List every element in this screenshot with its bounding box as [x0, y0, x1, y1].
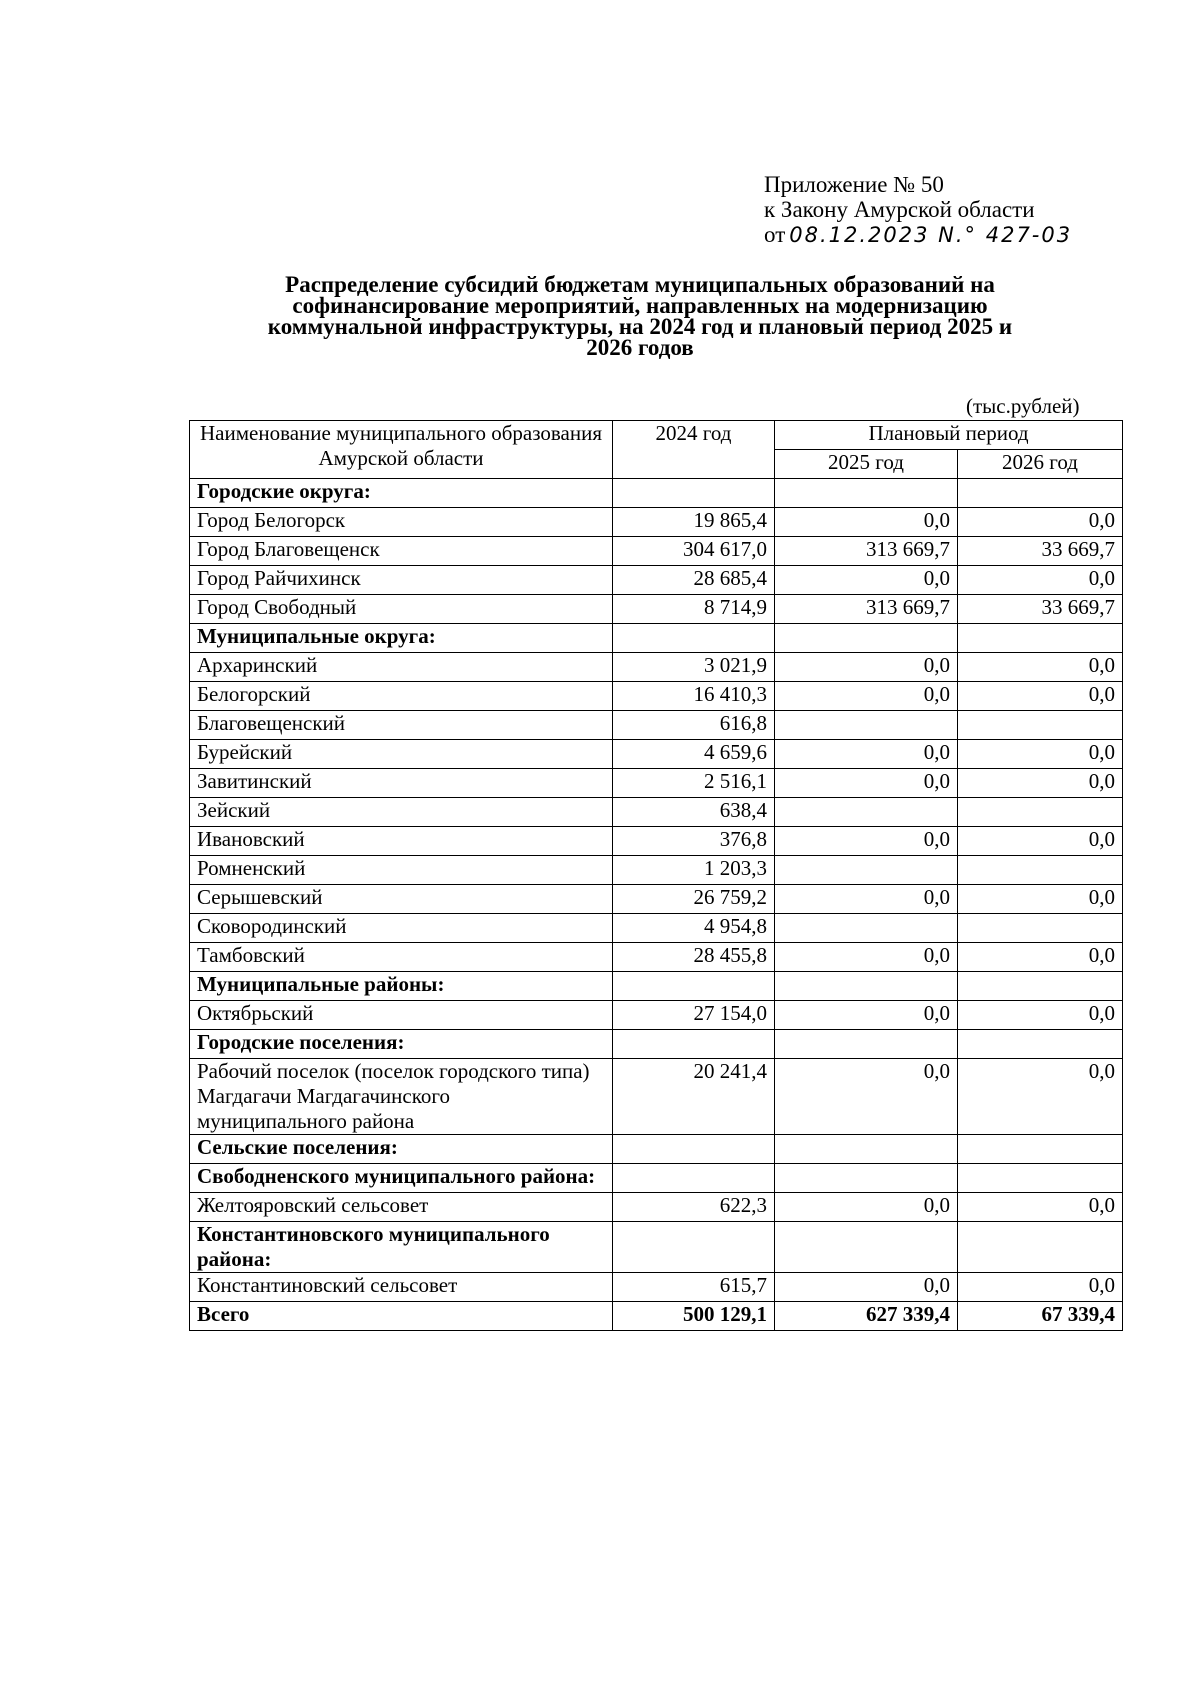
header-name: Наименование муниципального образования Амурской области — [190, 421, 613, 479]
value-2024: 27 154,0 — [613, 1001, 775, 1030]
table-row — [190, 1164, 1123, 1193]
value-2025: 0,0 — [775, 1059, 958, 1135]
value-2025 — [775, 479, 958, 508]
value-2026 — [958, 1135, 1123, 1164]
row-name: Ивановский — [190, 827, 613, 856]
value-2025 — [775, 972, 958, 1001]
value-2025: 627 339,4 — [775, 1302, 958, 1331]
document-title — [190, 274, 1090, 358]
value-2025: 0,0 — [775, 653, 958, 682]
appendix-title: Приложение № 50 — [764, 172, 944, 197]
value-2024: 8 714,9 — [613, 595, 775, 624]
value-2024: 304 617,0 — [613, 537, 775, 566]
row-name: Белогорский — [190, 682, 613, 711]
value-2024 — [613, 1164, 775, 1193]
value-2026: 0,0 — [958, 1001, 1123, 1030]
value-2025: 0,0 — [775, 827, 958, 856]
title-line: коммунальной инфраструктуры, на 2024 год и плановый период 2025 и — [267, 314, 1013, 339]
row-name: Желтояровский сельсовет — [190, 1193, 613, 1222]
row-name: Завитинский — [190, 769, 613, 798]
row-name: Сельские поселения: — [190, 1135, 613, 1164]
table-row — [190, 1222, 1123, 1273]
value-2025 — [775, 914, 958, 943]
value-2025 — [775, 1222, 958, 1273]
value-2025: 313 669,7 — [775, 537, 958, 566]
value-2026 — [958, 1030, 1123, 1059]
value-2025: 0,0 — [775, 1273, 958, 1302]
row-name: Рабочий поселок (поселок городского типа) Магдагачи Магдагачинского муниципального района — [190, 1059, 613, 1135]
value-2026 — [958, 914, 1123, 943]
header-planned-period: Плановый период — [775, 421, 1123, 450]
value-2026 — [958, 1164, 1123, 1193]
row-name: Город Райчихинск — [190, 566, 613, 595]
row-name: Константиновского муниципального района: — [190, 1222, 613, 1273]
value-2026: 33 669,7 — [958, 537, 1123, 566]
units-label: (тыс.рублей) — [966, 394, 1080, 418]
value-2026: 33 669,7 — [958, 595, 1123, 624]
value-2026 — [958, 856, 1123, 885]
table-row — [190, 943, 1123, 972]
row-name: Благовещенский — [190, 711, 613, 740]
table-row — [190, 537, 1123, 566]
value-2026: 0,0 — [958, 508, 1123, 537]
value-2024: 2 516,1 — [613, 769, 775, 798]
value-2024: 638,4 — [613, 798, 775, 827]
value-2024: 616,8 — [613, 711, 775, 740]
value-2026: 0,0 — [958, 740, 1123, 769]
appendix-block — [764, 172, 1072, 248]
value-2026: 67 339,4 — [958, 1302, 1123, 1331]
row-name: Серышевский — [190, 885, 613, 914]
title-line: Распределение субсидий бюджетам муниципальных образований на — [285, 272, 995, 297]
value-2025: 0,0 — [775, 740, 958, 769]
row-name: Архаринский — [190, 653, 613, 682]
value-2024 — [613, 1135, 775, 1164]
value-2024: 28 685,4 — [613, 566, 775, 595]
table-row — [190, 740, 1123, 769]
value-2024: 28 455,8 — [613, 943, 775, 972]
row-name: Город Благовещенск — [190, 537, 613, 566]
value-2024 — [613, 479, 775, 508]
table-row — [190, 653, 1123, 682]
value-2024: 20 241,4 — [613, 1059, 775, 1135]
value-2024: 16 410,3 — [613, 682, 775, 711]
table-row — [190, 972, 1123, 1001]
table-row — [190, 1030, 1123, 1059]
value-2026 — [958, 972, 1123, 1001]
table-row — [190, 595, 1123, 624]
table-row — [190, 769, 1123, 798]
value-2025 — [775, 711, 958, 740]
value-2025: 313 669,7 — [775, 595, 958, 624]
value-2026 — [958, 798, 1123, 827]
value-2024: 4 954,8 — [613, 914, 775, 943]
table-row — [190, 1302, 1123, 1331]
value-2025: 0,0 — [775, 885, 958, 914]
value-2025 — [775, 798, 958, 827]
row-name: Константиновский сельсовет — [190, 1273, 613, 1302]
value-2025: 0,0 — [775, 1193, 958, 1222]
value-2025 — [775, 1164, 958, 1193]
table-row — [190, 1059, 1123, 1135]
row-name: Зейский — [190, 798, 613, 827]
handwritten-date-number: 08.12.2023 N.° 427-03 — [789, 223, 1073, 247]
table-row — [190, 827, 1123, 856]
table-row — [190, 1273, 1123, 1302]
value-2025: 0,0 — [775, 508, 958, 537]
value-2025 — [775, 1135, 958, 1164]
row-name: Октябрьский — [190, 1001, 613, 1030]
header-2025: 2025 год — [775, 450, 958, 479]
value-2025: 0,0 — [775, 943, 958, 972]
value-2026: 0,0 — [958, 1273, 1123, 1302]
value-2026: 0,0 — [958, 1193, 1123, 1222]
table-row — [190, 885, 1123, 914]
header-2026: 2026 год — [958, 450, 1123, 479]
table-row — [190, 798, 1123, 827]
value-2025: 0,0 — [775, 682, 958, 711]
row-name: Город Белогорск — [190, 508, 613, 537]
value-2026 — [958, 479, 1123, 508]
value-2025: 0,0 — [775, 1001, 958, 1030]
table-row — [190, 682, 1123, 711]
value-2024: 1 203,3 — [613, 856, 775, 885]
table-row — [190, 1001, 1123, 1030]
value-2024 — [613, 624, 775, 653]
appendix-law: к Закону Амурской области — [764, 197, 1035, 222]
row-name: Тамбовский — [190, 943, 613, 972]
row-name: Городские поселения: — [190, 1030, 613, 1059]
value-2024 — [613, 1222, 775, 1273]
title-line: софинансирование мероприятий, направленных на модернизацию — [292, 293, 988, 318]
value-2026 — [958, 624, 1123, 653]
row-name: Ромненский — [190, 856, 613, 885]
table-header-row — [190, 421, 1123, 450]
value-2024 — [613, 1030, 775, 1059]
value-2024: 622,3 — [613, 1193, 775, 1222]
value-2025 — [775, 1030, 958, 1059]
value-2026: 0,0 — [958, 682, 1123, 711]
table-row — [190, 914, 1123, 943]
row-name: Сковородинский — [190, 914, 613, 943]
row-name: Муниципальные округа: — [190, 624, 613, 653]
value-2025: 0,0 — [775, 769, 958, 798]
value-2026: 0,0 — [958, 566, 1123, 595]
row-name: Городские округа: — [190, 479, 613, 508]
value-2026: 0,0 — [958, 943, 1123, 972]
value-2025 — [775, 624, 958, 653]
value-2026 — [958, 1222, 1123, 1273]
value-2024: 19 865,4 — [613, 508, 775, 537]
value-2025: 0,0 — [775, 566, 958, 595]
value-2026: 0,0 — [958, 653, 1123, 682]
row-name: Свободненского муниципального района: — [190, 1164, 613, 1193]
table-row — [190, 1135, 1123, 1164]
value-2024: 615,7 — [613, 1273, 775, 1302]
header-2024: 2024 год — [613, 421, 775, 479]
row-name: Всего — [190, 1302, 613, 1331]
value-2026 — [958, 711, 1123, 740]
appendix-date-line — [764, 222, 1072, 248]
value-2026: 0,0 — [958, 827, 1123, 856]
row-name: Город Свободный — [190, 595, 613, 624]
row-name: Муниципальные районы: — [190, 972, 613, 1001]
value-2024 — [613, 972, 775, 1001]
row-name: Бурейский — [190, 740, 613, 769]
value-2024: 3 021,9 — [613, 653, 775, 682]
value-2025 — [775, 856, 958, 885]
value-2026: 0,0 — [958, 885, 1123, 914]
table-row — [190, 624, 1123, 653]
table-row — [190, 566, 1123, 595]
subsidy-table — [189, 420, 1123, 1331]
table-row — [190, 508, 1123, 537]
title-line: 2026 годов — [586, 335, 694, 360]
appendix-date-prefix: от — [764, 222, 786, 247]
value-2024: 500 129,1 — [613, 1302, 775, 1331]
value-2024: 4 659,6 — [613, 740, 775, 769]
table-row — [190, 479, 1123, 508]
value-2024: 376,8 — [613, 827, 775, 856]
value-2026: 0,0 — [958, 769, 1123, 798]
value-2024: 26 759,2 — [613, 885, 775, 914]
table-row — [190, 1193, 1123, 1222]
value-2026: 0,0 — [958, 1059, 1123, 1135]
table-row — [190, 711, 1123, 740]
table-row — [190, 856, 1123, 885]
